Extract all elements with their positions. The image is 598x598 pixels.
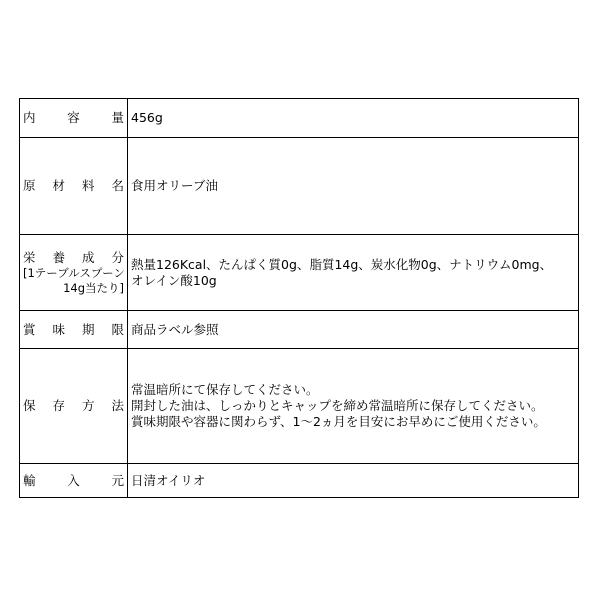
label-cell-expiry: [20, 311, 128, 349]
value-storage-line-1: 常温暗所にて保存してください。: [131, 382, 319, 397]
value-cell-volume: [128, 99, 579, 138]
value-cell-importer: [128, 464, 579, 498]
value-volume: 456g: [131, 110, 163, 125]
value-cell-ingredients: [128, 138, 579, 235]
label-cell-ingredients: [20, 138, 128, 235]
label-expiry: 賞 味 期 限: [23, 321, 124, 337]
value-cell-nutrition: [128, 235, 579, 311]
label-cell-volume: [20, 99, 128, 138]
label-importer: 輸 入 元: [23, 472, 124, 488]
value-nutrition-line-2: オレイン酸10g: [131, 272, 217, 288]
value-expiry: 商品ラベル参照: [131, 321, 219, 337]
label-storage: 保 存 方 法: [23, 398, 124, 413]
value-storage-line-3: 賞味期限や容器に関わらず、1～2ヵ月を目安にお早めにご使用ください。: [131, 414, 546, 429]
row-expiry: [20, 311, 579, 349]
row-storage: [20, 349, 579, 464]
value-storage-line-2: 開封した油は、しっかりとキャップを締め常温暗所に保存してください。: [131, 398, 544, 413]
value-importer: 日清オイリオ: [131, 472, 206, 488]
label-nutrition-serving: [1テーブルスプーン: [23, 265, 125, 280]
label-nutrition: 栄 養 成 分: [23, 249, 124, 265]
label-cell-nutrition: [20, 235, 128, 311]
row-nutrition: [20, 235, 579, 311]
row-volume: [20, 99, 579, 138]
value-ingredients: 食用オリーブ油: [131, 178, 218, 193]
row-importer: [20, 464, 579, 498]
label-cell-storage: [20, 349, 128, 464]
value-nutrition-line-1: 熱量126Kcal、たんぱく質0g、脂質14g、炭水化物0g、ナトリウム0mg、: [131, 256, 553, 272]
product-info-table: [19, 98, 579, 498]
label-volume: 内 容 量: [23, 110, 124, 125]
value-cell-expiry: [128, 311, 579, 349]
label-cell-importer: [20, 464, 128, 498]
row-ingredients: [20, 138, 579, 235]
value-cell-storage: [128, 349, 579, 464]
label-ingredients: 原 材 料 名: [23, 178, 124, 193]
label-nutrition-serving-size: 14g当たり]: [63, 280, 124, 295]
